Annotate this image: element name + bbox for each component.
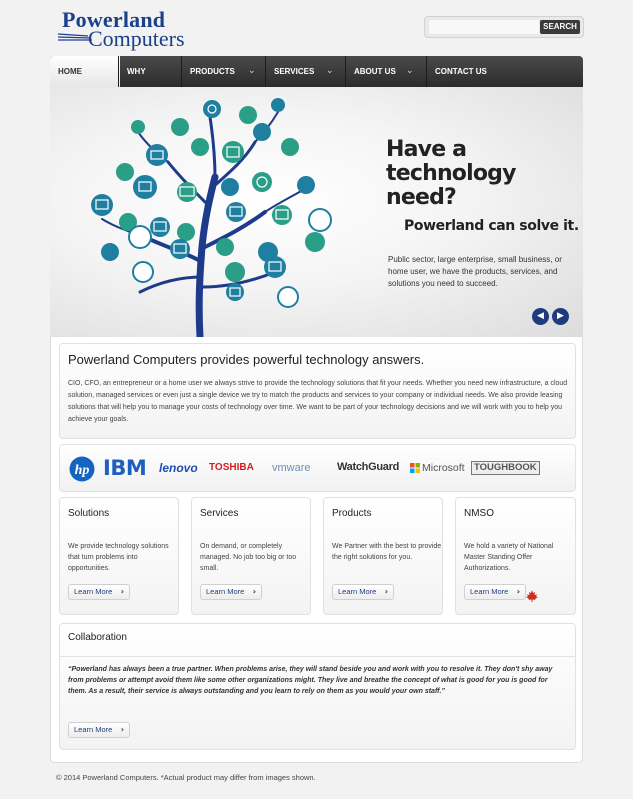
- search-button[interactable]: SEARCH: [540, 20, 580, 34]
- chevron-right-icon: ›: [516, 587, 520, 596]
- partner-logo-microsoft: Microsoft: [422, 462, 465, 474]
- main-nav: [50, 56, 583, 87]
- chevron-down-icon[interactable]: ⌄: [248, 66, 256, 76]
- nav-item-about-us[interactable]: ABOUT US: [345, 56, 425, 87]
- nav-item-services[interactable]: SERVICES: [265, 56, 345, 87]
- partner-logo-toughbook: TOUGHBOOK: [471, 461, 540, 475]
- card-title: Products: [332, 508, 372, 519]
- testimonial-quote: “Powerland has always been a true partner. When problems arise, they will stand beside you and work with you to resolve it. They don't shy away from problems or attempt avoid them like some other organizations might. They live and breathe the concept of what is good for you is good for them. As a result, their service is always outstanding and you learn to rely on them as you would your own staff.”: [68, 666, 553, 695]
- svg-text:hp: hp: [74, 463, 90, 478]
- partner-logo-toshiba: TOSHIBA: [209, 462, 254, 473]
- partner-logo-hp: [69, 456, 95, 482]
- footer-copyright: © 2014 Powerland Computers. *Actual product may differ from images shown.: [56, 773, 316, 782]
- intro-text: CIO, CFO, an entrepreneur or a home user we always strive to provide the technology solutions that fit your needs. Whether you need new infrastructure, a cloud solution, managed services or even just a single device we try to match the products and services to your company or individual needs. We also provide leasing solutions that will help you to manage your costs of technology over time. We want to be part of your technology decisions and we will work with you to help you achieve your goals.: [68, 380, 568, 423]
- maple-leaf-icon: [526, 590, 538, 602]
- card-title: NMSO: [464, 508, 494, 519]
- chevron-down-icon[interactable]: ⌄: [326, 66, 334, 76]
- arrow-right-icon[interactable]: ▶: [552, 308, 569, 325]
- card-text: On demand, or completely managed. No job too big or too small.: [200, 543, 297, 572]
- search-input[interactable]: [429, 20, 539, 34]
- nav-item-contact-us[interactable]: CONTACT US: [426, 56, 583, 87]
- chevron-right-icon: ›: [120, 587, 124, 596]
- card-title: Services: [200, 508, 239, 519]
- card-text: We hold a variety of National Master Standing Offer Authorizations.: [464, 543, 554, 572]
- partner-logo-ibm: IBM: [103, 456, 147, 480]
- learn-more-button[interactable]: Learn More ›: [68, 584, 130, 600]
- learn-more-button[interactable]: Learn More ›: [464, 584, 526, 600]
- hero-banner: [50, 87, 583, 337]
- hero-subheading: Powerland can solve it.: [404, 218, 579, 234]
- intro-title: Powerland Computers provides powerful technology answers.: [68, 352, 425, 367]
- card-text: We Partner with the best to provide the right solutions for you.: [332, 543, 442, 561]
- logo-wordmark-line1: Powerland: [62, 7, 166, 32]
- logo-wordmark-line2: Computers: [88, 26, 185, 51]
- learn-more-button[interactable]: Learn More ›: [332, 584, 394, 600]
- nav-item-home[interactable]: HOME: [50, 56, 120, 87]
- divider: [59, 656, 576, 657]
- chevron-right-icon: ›: [120, 725, 124, 734]
- microsoft-logo-icon: [410, 463, 420, 473]
- partner-logo-vmware: vmware: [272, 462, 311, 474]
- nav-item-why[interactable]: WHY: [118, 56, 178, 87]
- card-title: Solutions: [68, 508, 110, 519]
- chevron-down-icon[interactable]: ⌄: [406, 66, 414, 76]
- arrow-left-icon[interactable]: ◀: [532, 308, 549, 325]
- card-text: We provide technology solutions that turn problems into opportunities.: [68, 543, 169, 572]
- technology-tree-illustration: [50, 87, 583, 337]
- chevron-right-icon: ›: [252, 587, 256, 596]
- learn-more-button[interactable]: Learn More ›: [200, 584, 262, 600]
- partner-logo-watchguard: WatchGuard: [337, 461, 399, 473]
- hero-body: Public sector, large enterprise, small business, or home user, we have the products, services, and solutions you need to succeed.: [388, 255, 562, 288]
- chevron-right-icon: ›: [384, 587, 388, 596]
- partner-logo-lenovo: lenovo: [159, 461, 198, 475]
- learn-more-button[interactable]: Learn More ›: [68, 722, 130, 738]
- logo[interactable]: [58, 7, 218, 51]
- logo-swoosh-icon: [58, 32, 92, 44]
- nav-item-products[interactable]: PRODUCTS: [181, 56, 261, 87]
- collaboration-title: Collaboration: [68, 632, 127, 643]
- hero-heading: Have a technology need?: [386, 137, 516, 210]
